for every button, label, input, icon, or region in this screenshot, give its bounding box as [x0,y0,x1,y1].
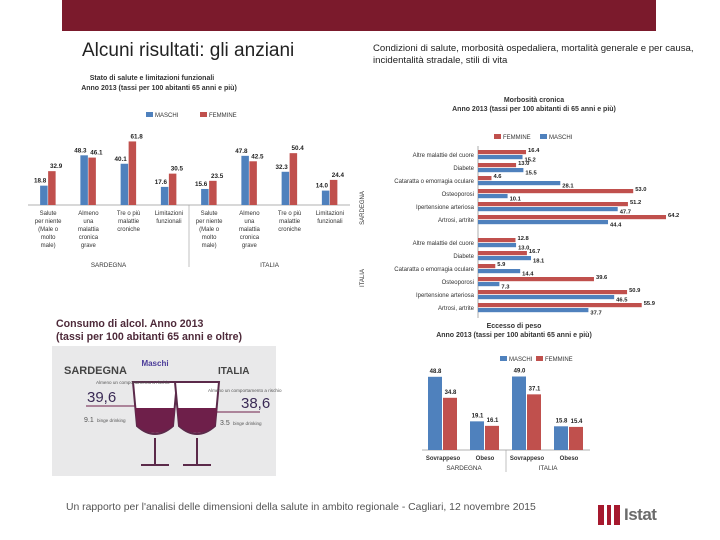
data-label: 19.1 [471,413,484,420]
value-italia-binge: 3.5 [220,420,230,427]
bar-femmine [209,181,217,205]
chart-subtitle: Anno 2013 (tassi per 100 abitanti 65 anni e più) [81,85,237,92]
data-label: 47.8 [235,147,248,155]
bar-maschi [478,243,516,247]
category-label: per niente [34,219,62,225]
legend-label-maschi: MASCHI [155,113,179,119]
category-label: Artrosi, artrite [437,218,474,224]
chronic-morbidity-chart [356,92,716,317]
category-label: male) [201,243,217,249]
bar-femmine [478,215,666,219]
bar-femmine [169,174,177,205]
data-label: 32.9 [49,163,63,171]
note-risk-sardegna: Almeno un comportamento a rischio [96,380,170,385]
bar-maschi [478,168,523,172]
category-label: Limitazioni [154,211,184,217]
data-label: 15.6 [194,180,208,188]
legend-label-maschi: MASCHI [549,135,573,141]
category-label: Cataratta o emorragia oculare [394,179,474,185]
bar-maschi [478,155,523,159]
data-label: 46.1 [90,149,103,157]
category-label: Tre o più [277,211,302,217]
bar-maschi [322,191,330,205]
region-label-sardegna: SARDEGNA [64,365,127,377]
data-label: 14.4 [522,271,534,278]
data-label: 39.6 [595,275,608,281]
slide-title: Alcuni risultati: gli anziani [82,40,295,61]
data-label: 5.9 [497,262,506,268]
category-label: una [244,219,255,225]
data-label: 10.1 [509,196,521,203]
footer-text: Un rapporto per l'analisi delle dimensioni della salute in ambito regionale - Cagliari, 12 novembre 2015 [66,502,536,513]
category-label: Limitazioni [315,211,345,217]
data-label: 15.5 [525,170,537,177]
alcohol-infographic [52,346,282,476]
bar-femmine [478,150,526,154]
category-label: Almeno [78,211,99,217]
bar-maschi [478,295,614,299]
bar-femmine [478,189,633,193]
bar-femmine [569,427,583,450]
bar-maschi [478,256,531,260]
data-label: 46.5 [616,297,628,304]
top-banner [62,0,656,31]
category-label: Almeno [239,211,260,217]
bar-maschi [478,308,588,312]
category-label: Osteoporosi [441,192,474,198]
chart-subtitle: Anno 2013 (tassi per 100 abitanti di 65 anni e più) [452,106,616,113]
category-label: malattie [279,219,301,225]
bar-femmine [330,180,338,205]
category-label: molto [201,235,217,241]
data-label: 16.4 [528,148,540,154]
category-label: Sovrappeso [509,456,545,462]
category-label: Altre malattie del cuore [412,153,474,159]
category-label: per niente [195,219,223,225]
category-label: Diabete [453,254,474,260]
category-label: Tre o più [116,211,141,217]
slide-subtitle: Condizioni di salute, morbosità ospedaliera, mortalità generale e per causa, incidentalità stradale, stili di vita [373,43,694,66]
bar-maschi [478,220,608,224]
chronic-morbidity-svg [356,92,716,317]
category-label: malattia [238,227,260,233]
category-label: Salute [200,211,218,217]
note-binge-italia: binge drinking [233,421,262,426]
category-label: Obeso [475,456,495,462]
bar-maschi [241,156,249,205]
data-label: 14.0 [315,182,329,190]
bar-femmine [485,426,499,450]
data-label: 15.8 [555,418,568,425]
legend-swatch-femmine [494,134,501,139]
legend-swatch-femmine [200,112,207,117]
data-label: 42.5 [251,153,264,161]
group-label-sardegna: SARDEGNA [446,465,482,472]
legend-swatch-maschi [500,356,507,361]
bar-maschi [40,186,48,205]
data-label: 49.0 [513,368,526,375]
category-label: male) [40,243,56,249]
bar-maschi [80,155,88,205]
group-label-italia: ITALIA [360,269,366,287]
category-label: (Male o [199,227,220,233]
chart-title: Eccesso di peso [486,323,542,330]
bar-femmine [478,290,627,294]
data-label: 37.1 [528,386,541,393]
category-label: grave [80,243,96,249]
bar-maschi [512,377,526,451]
category-label: Artrosi, artrite [437,306,474,312]
group-label-sardegna: SARDEGNA [360,191,366,225]
istat-logo-text: Istat [624,505,657,524]
data-label: 55.9 [643,301,656,307]
value-sardegna-risk: 39,6 [87,389,117,406]
group-label-sardegna: SARDEGNA [90,262,127,269]
data-label: 48.3 [74,147,87,155]
bar-femmine [48,171,56,205]
category-label: funzionali [317,219,343,225]
category-label: croniche [278,227,301,233]
data-label: 48.8 [429,368,442,375]
legend-label-femmine: FEMMINE [545,357,573,363]
bar-femmine [290,153,298,205]
bar-femmine [478,163,516,167]
bar-maschi [478,181,560,185]
category-label: Cataratta o emorragia oculare [394,267,474,273]
data-label: 32.3 [275,163,288,171]
bar-femmine [478,277,594,281]
data-label: 7.3 [501,284,510,291]
data-label: 28.1 [562,183,574,190]
overweight-svg [418,318,593,490]
chart-subtitle: Anno 2013 (tassi per 100 abitanti 65 anni e più) [436,332,592,339]
category-label: grave [241,243,257,249]
data-label: 23.5 [210,172,224,180]
data-label: 18.8 [33,177,47,185]
category-label: malattia [77,227,99,233]
category-label: una [83,219,94,225]
data-label: 37.7 [590,310,602,317]
health-status-chart [24,70,354,285]
bar-femmine [478,202,628,206]
data-label: 4.6 [493,174,502,180]
category-label: (Male o [38,227,59,233]
bar-maschi [282,172,290,205]
category-label: molto [40,235,56,241]
data-label: 15.2 [524,157,536,164]
legend-label-femmine: FEMMINE [209,113,237,119]
series-label-maschi: Maschi [141,359,169,368]
bar-maschi [428,377,442,450]
bar-femmine [478,251,527,255]
category-label: Altre malattie del cuore [412,241,474,247]
category-label: malattie [118,219,140,225]
value-sardegna-binge: 9.1 [84,417,94,424]
legend-swatch-maschi [146,112,153,117]
bar-femmine [129,141,137,205]
bar-maschi [201,189,209,205]
data-label: 34.8 [444,389,457,396]
note-risk-italia: Almeno un comportamento a rischio [208,388,282,393]
bar-femmine [478,238,515,242]
bar-maschi [554,426,568,450]
group-label-italia: ITALIA [538,465,558,472]
data-label: 16.7 [528,249,541,255]
data-label: 17.6 [154,178,168,186]
value-italia-risk: 38,6 [241,395,271,412]
bar-femmine [478,264,495,268]
data-label: 13.0 [518,245,530,252]
alcohol-svg [52,346,282,476]
bar-femmine [478,303,642,307]
data-label: 13.0 [518,161,530,167]
group-label-italia: ITALIA [260,262,279,269]
data-label: 24.4 [331,171,345,179]
data-label: 15.4 [570,418,583,425]
category-label: funzionali [156,219,182,225]
category-label: Obeso [559,456,579,462]
data-label: 50.4 [291,145,304,153]
category-label: Ipertensione arteriosa [415,293,474,299]
health-status-svg [24,70,354,280]
bar-maschi [470,421,484,450]
data-label: 18.1 [533,258,545,265]
bar-femmine [88,158,96,205]
legend-label-maschi: MASCHI [509,357,533,363]
data-label: 61.8 [130,133,143,141]
bar-femmine [443,398,457,450]
category-label: Diabete [453,166,474,172]
alcohol-title-line1: Consumo di alcol. Anno 2013 [56,318,204,330]
bar-femmine [249,161,257,205]
bar-maschi [161,187,169,205]
legend-label-femmine: FEMMINE [503,135,531,141]
bar-maschi [478,282,499,286]
alcohol-title [56,318,242,344]
data-label: 50.9 [629,288,641,294]
data-label: 40.1 [114,155,127,163]
category-label: Ipertensione arteriosa [415,205,474,211]
legend-swatch-femmine [536,356,543,361]
bar-maschi [478,269,520,273]
category-label: croniche [117,227,140,233]
bar-femmine [527,394,541,450]
data-label: 53.0 [635,187,647,193]
category-label: Sovrappeso [425,456,461,462]
bar-femmine [478,176,491,180]
region-label-italia: ITALIA [218,366,250,377]
bar-maschi [478,194,508,198]
data-label: 51.2 [629,200,642,206]
note-binge-sardegna: binge drinking [97,418,126,423]
data-label: 16.1 [486,417,499,424]
chart-title: Stato di salute e limitazioni funzionali [89,75,215,82]
istat-logo [598,505,656,525]
bar-maschi [478,207,618,211]
legend-swatch-maschi [540,134,547,139]
istat-logo-mark-icon [598,505,620,525]
category-label: Salute [39,211,57,217]
data-label: 30.5 [170,165,184,173]
data-label: 12.8 [517,236,529,242]
chart-title: Morbosità cronica [503,97,565,104]
overweight-chart [418,318,593,495]
data-label: 64.2 [668,213,680,219]
alcohol-title-line2: (tassi per 100 abitanti 65 anni e oltre) [56,331,243,343]
category-label: Osteoporosi [441,280,474,286]
category-label: cronica [78,235,99,241]
data-label: 47.7 [619,209,631,216]
data-label: 44.4 [610,222,622,229]
category-label: cronica [239,235,260,241]
bar-maschi [121,164,129,205]
